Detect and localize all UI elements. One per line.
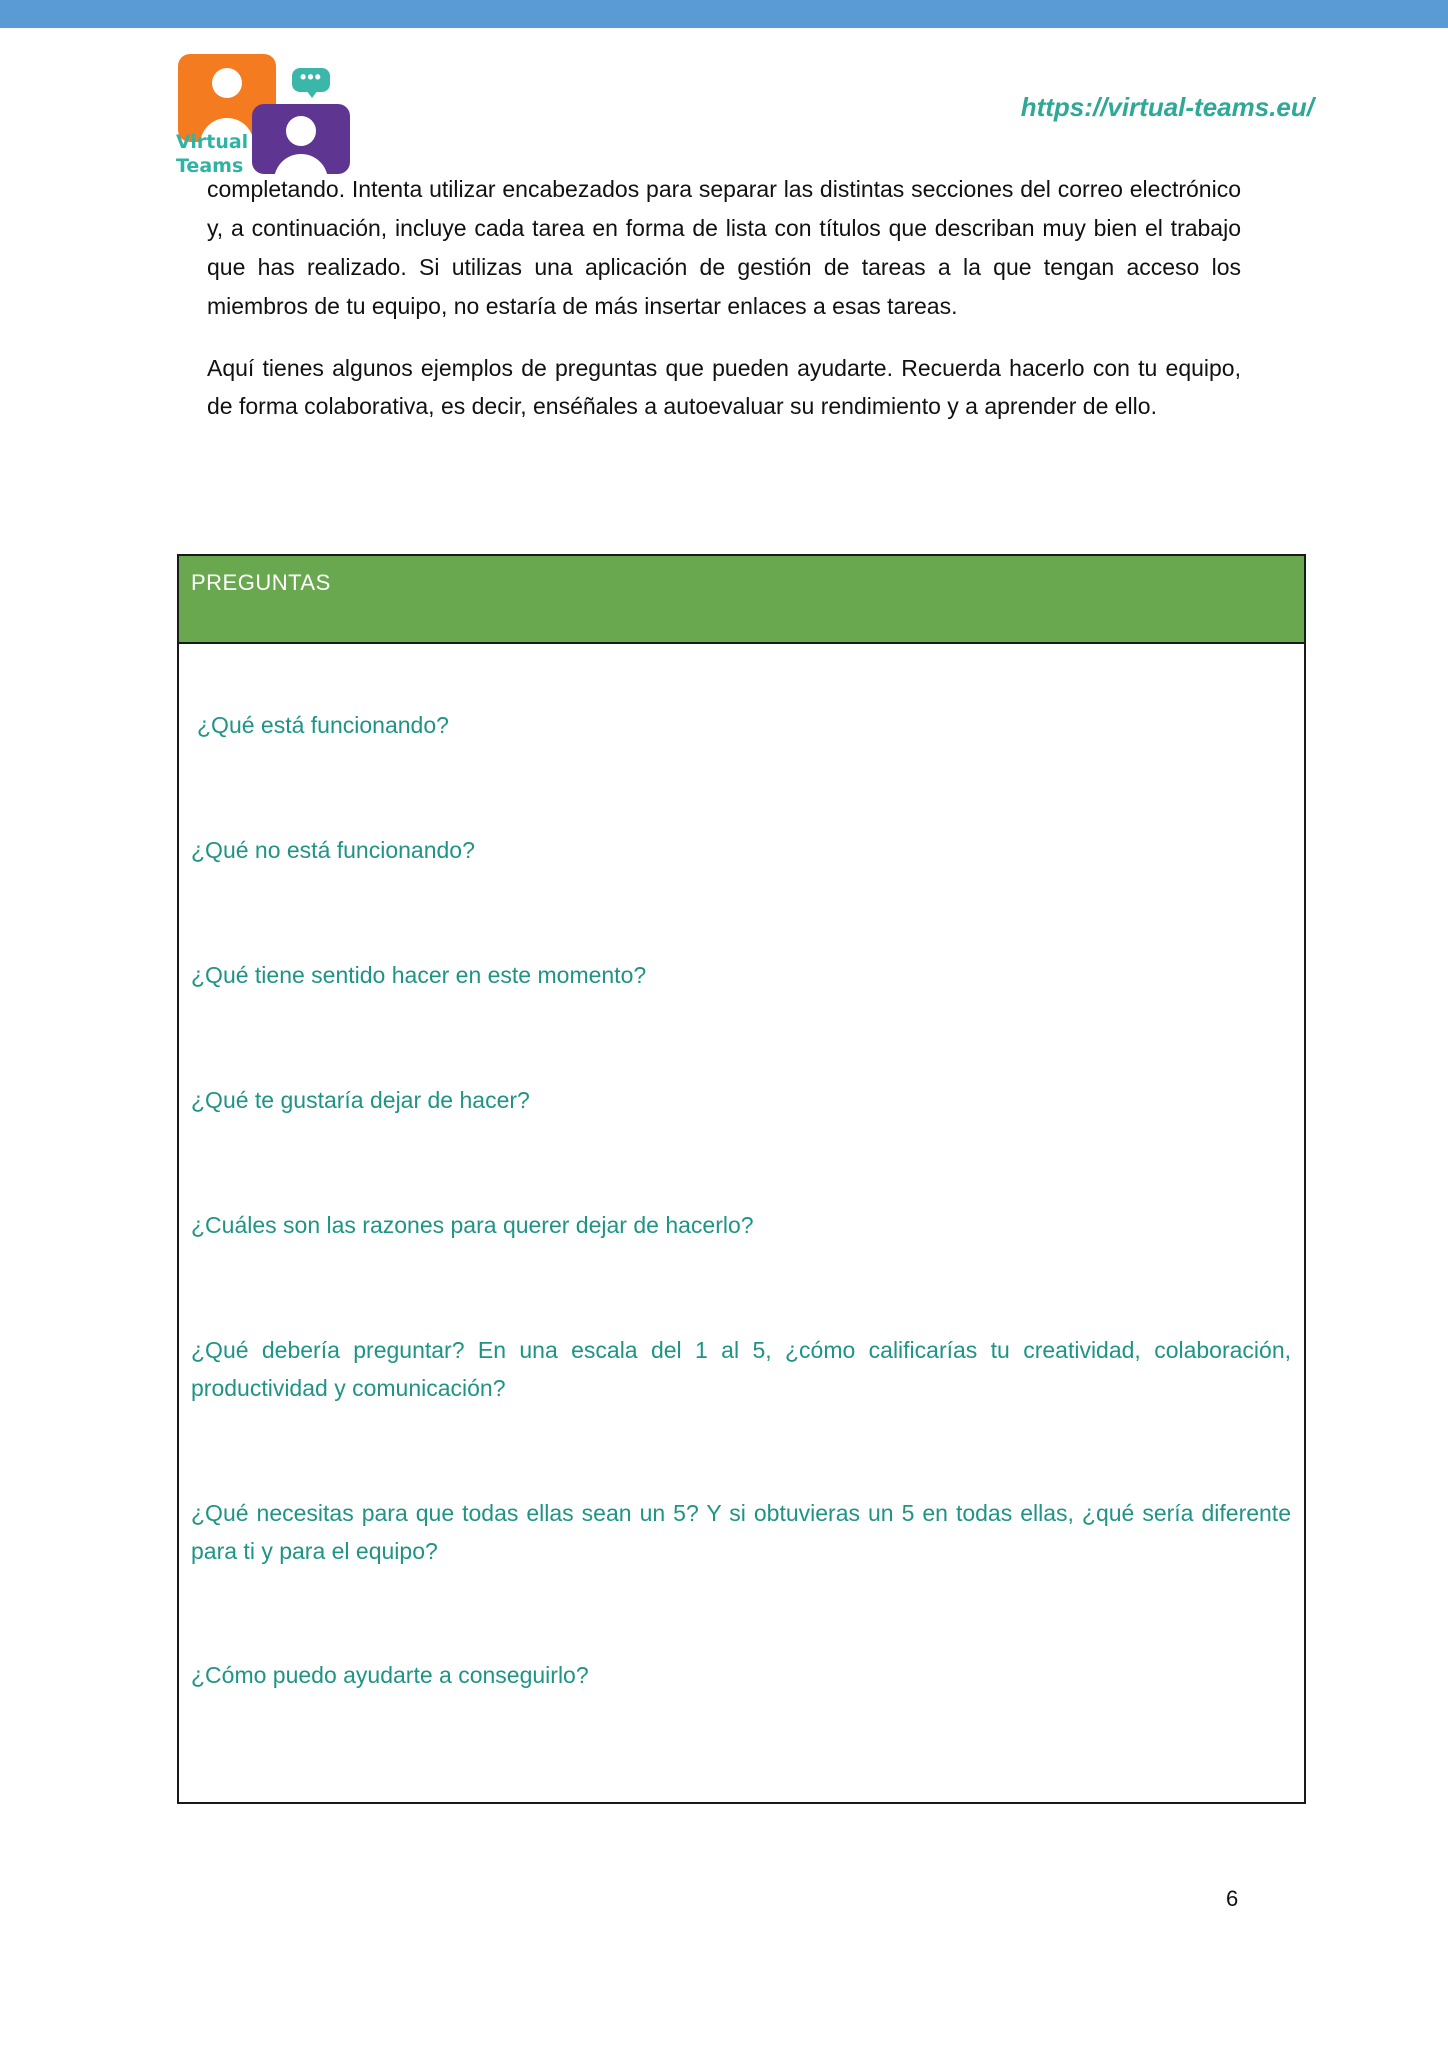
questions-table-header-label: PREGUNTAS	[191, 570, 331, 595]
logo-text-line1: Virtual	[176, 131, 249, 153]
question-item: ¿Qué está funcionando?	[197, 712, 449, 738]
top-bar	[0, 0, 1448, 28]
site-url-link[interactable]: https://virtual-teams.eu/	[1020, 92, 1314, 122]
questions-table-header	[179, 556, 1304, 644]
virtual-teams-logo	[176, 54, 356, 178]
question-item: ¿Qué tiene sentido hacer en este momento?	[191, 962, 647, 988]
body-paragraph-2: Aquí tienes algunos ejemplos de preguntas que pueden ayudarte. Recuerda hacerlo con tu equipo, de forma colaborativa, es decir, enséñales a autoevaluar su rendimiento y a aprender de ello.	[207, 355, 1241, 419]
body-paragraph-1: completando. Intenta utilizar encabezados para separar las distintas secciones del correo electrónico y, a continuación, incluye cada tarea en forma de lista con títulos que describan muy bien el trabajo que has realizado. Si utilizas una aplicación de gestión de tareas a la que tengan acceso los miembros de tu equipo, no estaría de más insertar enlaces a esas tareas.	[207, 176, 1241, 319]
question-item: ¿Qué te gustaría dejar de hacer?	[191, 1087, 530, 1113]
questions-table	[177, 554, 1306, 1804]
question-item: ¿Qué debería preguntar? En una escala del 1 al 5, ¿cómo calificarías tu creatividad, colaboración, productividad y comunicación?	[191, 1337, 1291, 1401]
question-item: ¿Qué no está funcionando?	[191, 837, 475, 863]
logo-text-line2: Teams	[176, 155, 244, 177]
question-item: ¿Cómo puedo ayudarte a conseguirlo?	[191, 1662, 589, 1688]
question-item: ¿Qué necesitas para que todas ellas sean un 5? Y si obtuvieras un 5 en todas ellas, ¿qué sería diferente para ti y para el equipo?	[191, 1500, 1291, 1564]
question-item: ¿Cuáles son las razones para querer dejar de hacerlo?	[191, 1212, 754, 1238]
person-icon	[252, 104, 350, 174]
page-number: 6	[1226, 1886, 1239, 1911]
chat-bubble-icon: •••	[292, 68, 330, 92]
